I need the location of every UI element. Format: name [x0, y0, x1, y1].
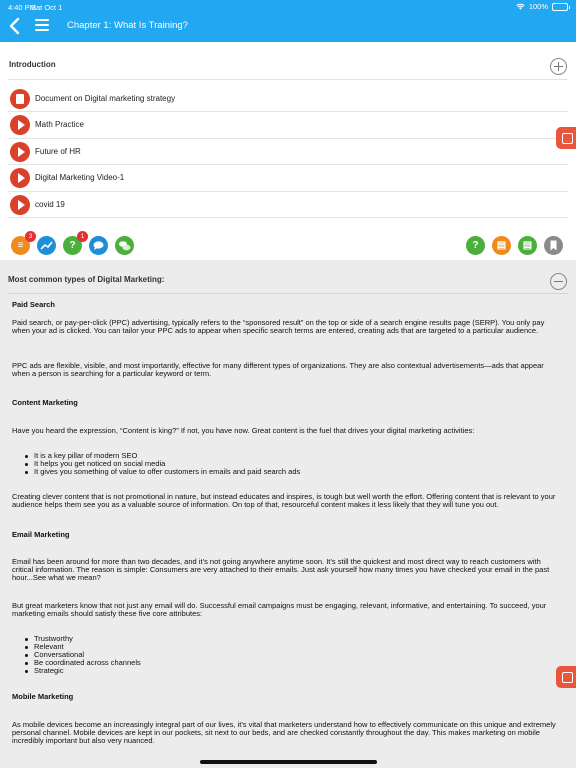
app-header [0, 0, 576, 42]
list-item: It is a key pillar of modern SEO [34, 452, 300, 460]
list-item: It helps you get noticed on social media [34, 460, 300, 468]
add-file-icon: ▤ [522, 240, 533, 251]
battery-icon [552, 3, 568, 11]
content-heading: Most common types of Digital Marketing: [8, 275, 165, 284]
paragraph: Email has been around for more than two decades, and it’s not going anywhere anytime soon. It’s still the quickest and most direct way to reach customers with critical information. The reason is simple: Consumers are very attached to their emails. Just ask yourself how many times you have checked your email in the past hour...See what we mean? [12, 557, 550, 582]
discussion-icon [115, 236, 134, 255]
list-item: Conversational [34, 651, 141, 659]
intro-item-video[interactable] [10, 141, 566, 163]
content-marketing-list [34, 452, 300, 476]
menu-button[interactable] [35, 19, 49, 31]
list-item: Relevant [34, 643, 141, 651]
expand-plus-icon[interactable] [550, 58, 567, 75]
bookmark-icon [544, 236, 563, 255]
divider [8, 293, 568, 294]
question-icon: ? [69, 240, 76, 251]
email-marketing-list [34, 635, 141, 675]
play-icon [10, 195, 30, 215]
side-tab-chat-icon[interactable] [556, 666, 576, 688]
divider [8, 111, 568, 112]
add-note-button[interactable] [492, 236, 511, 255]
page-title: Chapter 1: What Is Training? [67, 20, 188, 31]
intro-item-video[interactable] [10, 114, 566, 136]
list-item: Strategic [34, 667, 141, 675]
collapse-minus-icon[interactable] [550, 273, 567, 290]
divider [8, 138, 568, 139]
divider [8, 79, 568, 80]
battery-percent: 100% [528, 2, 548, 11]
intro-item-label: Document on Digital marketing strategy [35, 94, 176, 103]
paragraph: Paid search, or pay-per-click (PPC) advertising, typically refers to the “sponsored result” on the top or side of a search engine results page (SERP). You only pay when your ad is clicked. You can tailor your PPC ads to appear when specific search terms are entered, creating ads that are targeted to a particular audience. [12, 318, 545, 335]
add-question-icon: ? [472, 240, 479, 251]
list-item: Be coordinated across channels [34, 658, 141, 667]
paragraph: As mobile devices become an increasingly integral part of our lives, it’s vital that marketers understand how to effectively communicate on this unique and extremely personal channel. Mobile devices are kept in our pockets, sit next to our beds, and are checked constantly throughout the day. This makes marketing on mobile incredibly important but also very nuanced. [12, 720, 556, 745]
paragraph: But great marketers know that not just any email will do. Successful email campaigns must be engaging, relevant, informative, and entertaining. To succeed, your marketing emails should satisfy these five core attributes: [12, 601, 547, 618]
notes-badge: 3 [25, 231, 36, 242]
divider [8, 217, 568, 218]
add-file-button[interactable] [518, 236, 537, 255]
intro-item-label: Digital Marketing Video-1 [35, 173, 125, 182]
mobile-marketing-title: Mobile Marketing [12, 692, 74, 701]
intro-item-video[interactable] [10, 167, 566, 189]
content-marketing-title: Content Marketing [12, 398, 78, 407]
email-marketing-title: Email Marketing [12, 530, 70, 539]
paragraph: Creating clever content that is not promotional in nature, but instead educates and inspires, is tough but well worth the effort. Offering content that is relevant to your audience helps them see you as a valuable source of information. On top of that, resourceful content makes it less likely that they will tune you out. [12, 492, 556, 509]
divider [8, 191, 568, 192]
bookmark-button[interactable] [544, 236, 563, 255]
list-item: It gives you something of value to offer customers in emails and paid search ads [34, 467, 301, 476]
intro-item-video[interactable] [10, 194, 566, 216]
home-indicator [200, 760, 377, 764]
side-tab-library-icon[interactable] [556, 127, 576, 149]
list-item: Trustworthy [34, 635, 141, 643]
status-bar [0, 0, 576, 13]
add-note-icon: ▤ [496, 240, 507, 251]
document-icon [10, 89, 30, 109]
progress-chart-icon [37, 236, 56, 255]
intro-item-document[interactable] [10, 88, 566, 110]
chat-button[interactable] [89, 236, 108, 255]
add-question-button[interactable] [466, 236, 485, 255]
progress-button[interactable] [37, 236, 56, 255]
introduction-heading: Introduction [9, 60, 56, 69]
status-time: 4:40 PM [8, 3, 36, 12]
back-button[interactable] [8, 17, 22, 35]
wifi-icon [516, 3, 525, 10]
play-icon [10, 168, 30, 188]
question-button[interactable] [63, 233, 85, 255]
intro-item-label: covid 19 [35, 200, 65, 209]
intro-item-label: Future of HR [35, 147, 81, 156]
paid-search-title: Paid Search [12, 300, 55, 309]
notes-icon: ≡ [17, 240, 24, 251]
intro-item-label: Math Practice [35, 120, 84, 129]
divider [8, 164, 568, 165]
notes-button[interactable] [11, 233, 33, 255]
play-icon [10, 142, 30, 162]
status-date: Sat Oct 1 [31, 3, 63, 12]
chat-icon [89, 236, 108, 255]
paragraph: Have you heard the expression, “Content is king?” If not, you have now. Great content is the fuel that drives your digital marketing activities: [12, 426, 475, 435]
discussion-button[interactable] [115, 236, 134, 255]
paragraph: PPC ads are flexible, visible, and most importantly, effective for many different types of organizations. They are also contextual advertisements—ads that appear when a person is searching for a particular keyword or term. [12, 361, 544, 378]
play-icon [10, 115, 30, 135]
status-right [516, 2, 568, 11]
question-badge: 1 [77, 231, 88, 242]
